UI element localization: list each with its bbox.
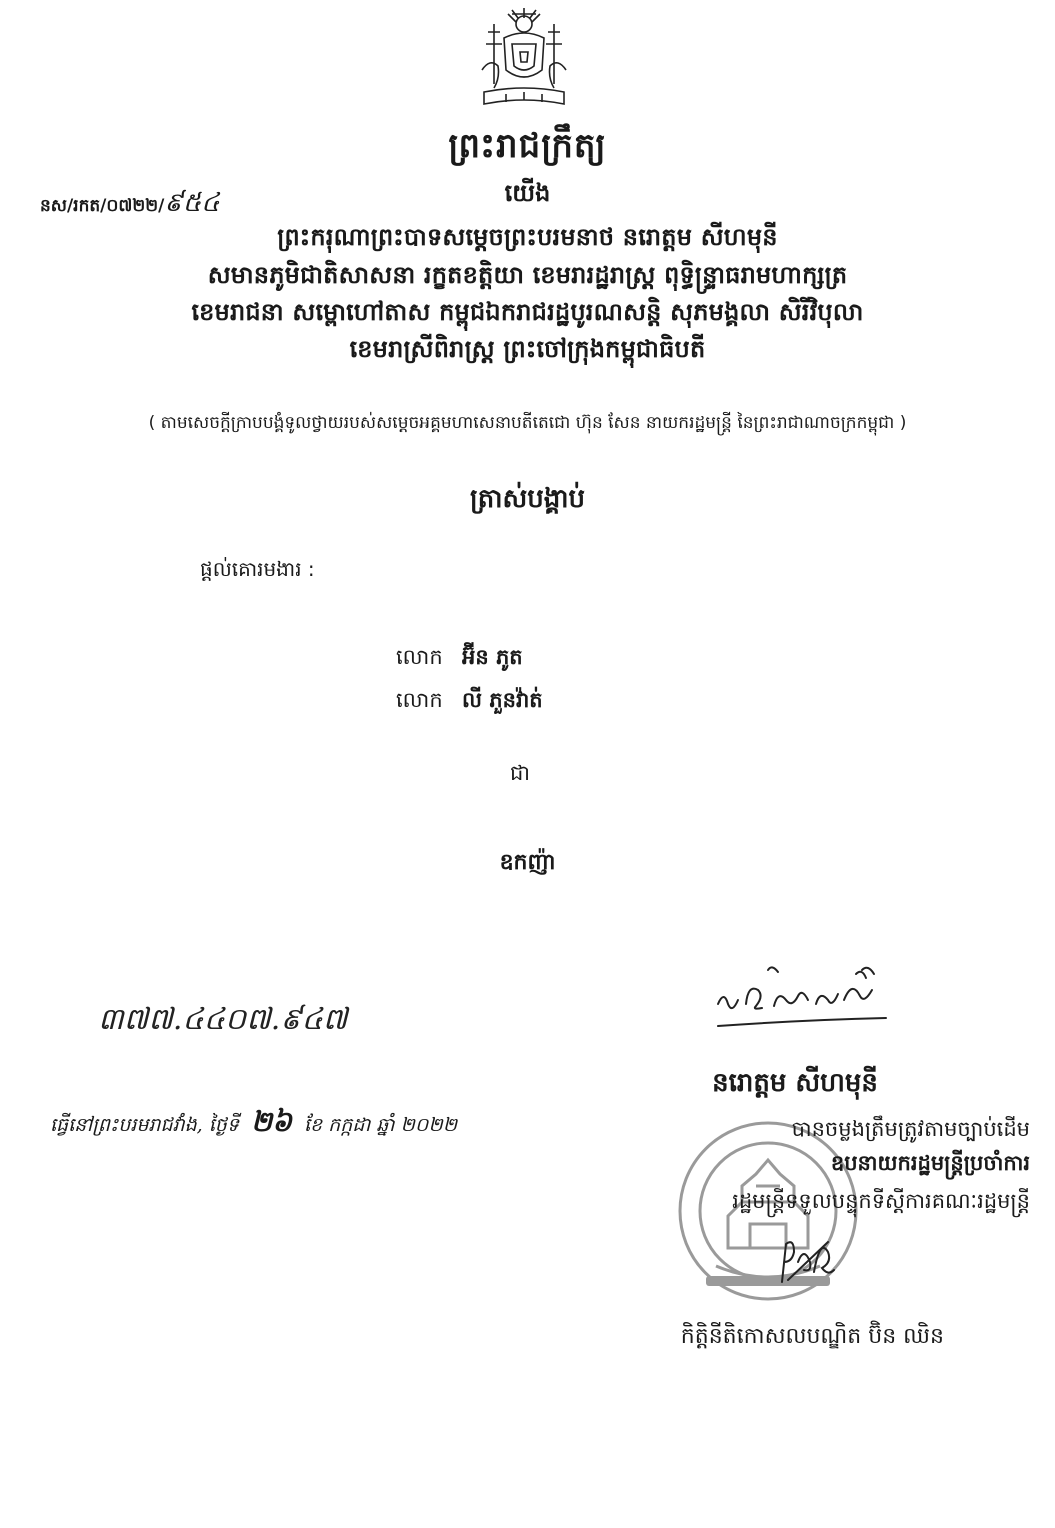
recipient-2 xyxy=(396,687,543,718)
place-date-day: ២៦ xyxy=(250,1105,292,1138)
recipient-1 xyxy=(396,644,523,675)
we-heading: យើង xyxy=(504,179,551,207)
place-date-prefix: ធ្វើនៅព្រះបរមរាជវាំង, ថ្ងៃទី xyxy=(50,1114,239,1136)
monarch-title-line-2: សមានភូមិជាតិសាសនា រក្ខតខត្តិយា ខេមរារដ្ឋរាស្ត្រ ពុទ្ធិន្ទ្រាធរាមហាក្សត្រ xyxy=(207,261,848,289)
monarch-title-line-3: ខេមរាជនា សម្ពោហៅតាស កម្ពុជឯករាជរដ្ឋបូរណសន្តិ សុភមង្គលា សិរីវិបុលា xyxy=(191,298,864,326)
king-name: នរោត្តម សីហមុនី xyxy=(712,1068,878,1098)
monarch-title-line-1: ព្រះករុណាព្រះបាទសម្តេចព្រះបរមនាថ នរោត្តម សីហមុនី xyxy=(277,223,778,251)
reference-number-printed: នស/រកត/០៧២២/ xyxy=(40,196,165,216)
handwritten-registration-number: ៣៧៧.៤៤០៧.៩៤៧ xyxy=(98,1002,348,1037)
certified-copy-line: បានចម្លងត្រឹមត្រូវតាមច្បាប់ដើម xyxy=(791,1117,1030,1141)
royal-emblem-icon xyxy=(472,4,576,110)
recipient-name: លី ភួនវ៉ាត់ xyxy=(462,688,543,712)
minister-name: កិត្តិនីតិកោសលបណ្ឌិត ប៊ិន ឈិន xyxy=(680,1324,944,1349)
document-title: ព្រះរាជក្រឹត្យ xyxy=(448,126,607,166)
recipient-name: អ៊ីន ភូត xyxy=(462,645,523,669)
reference-number-handwritten: ៩៥៤ xyxy=(164,188,220,218)
countersignature-icon xyxy=(776,1232,840,1290)
recipient-title: លោក xyxy=(396,645,443,669)
award-label: ផ្តល់គោរមងារ : xyxy=(200,557,315,581)
king-signature-icon xyxy=(712,960,892,1032)
proposal-note: ( តាមសេចក្តីក្រាបបង្គំទូលថ្វាយរបស់សម្តេចអគ្គមហាសេនាបតីតេជោ ហ៊ុន សែន នាយករដ្ឋមន្ត្រី នៃព្រះរាជាណាចក្រកម្ពុជា ) xyxy=(148,413,907,433)
place-date-rest: ខែ កក្កដា ឆ្នាំ ២០២២ xyxy=(304,1114,458,1136)
decree-heading: ត្រាស់បង្គាប់ xyxy=(469,484,586,514)
rank-title: ឧកញ៉ា xyxy=(499,850,556,875)
council-minister-title: រដ្ឋមន្ត្រីទទួលបន្ទុកទីស្តីការគណៈរដ្ឋមន្ត្រី xyxy=(732,1189,1030,1213)
deputy-pm-title: ឧបនាយករដ្ឋមន្ត្រីប្រចាំការ xyxy=(830,1151,1030,1175)
recipient-title: លោក xyxy=(396,688,443,712)
as-word: ជា xyxy=(510,761,530,785)
monarch-title-line-4: ខេមរាស្រីពិរាស្ត្រ ព្រះចៅក្រុងកម្ពុជាធិបតី xyxy=(349,335,706,363)
place-and-date xyxy=(50,1104,457,1145)
